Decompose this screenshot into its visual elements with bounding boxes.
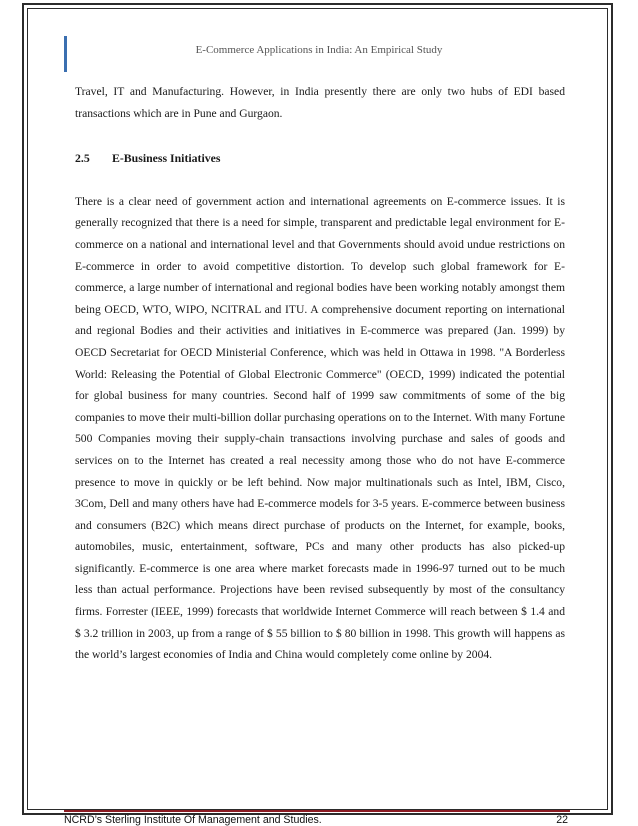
page-number: 22 <box>556 814 568 826</box>
header-accent-bar <box>64 36 67 72</box>
footer-institute: NCRD’s Sterling Institute Of Management and Studies. <box>64 814 322 826</box>
running-header-title: E-Commerce Applications in India: An Empirical Study <box>195 44 443 56</box>
section-title: E-Business Initiatives <box>112 151 221 166</box>
page-content <box>75 81 565 666</box>
section-heading <box>75 148 565 170</box>
intro-paragraph: Travel, IT and Manufacturing. However, in India presently there are only two hubs of EDI based transactions which are in Pune and Gurgaon. <box>75 85 565 120</box>
footer-rule <box>64 810 570 812</box>
section-number: 2.5 <box>75 151 90 166</box>
body-paragraph: There is a clear need of government action and international agreements on E-commerce issues. It is generally recognized that there is a need for simple, transparent and predictable legal environment for E-commerce on a national and international level and that Governments should avoid undue restrictions on E-commerce in order to avoid competitive distortion. To develop such global framework for E-commerce, a large number of international and regional bodies have been working notably amongst them being OECD, WTO, WIPO, NCITRAL and ITU. A comprehensive document reporting on international and regional Bodies and their activities and initiatives in E-commerce was prepared (Jan. 1999) by OECD Secretariat for OECD Ministerial Conference, which was held in Ottawa in 1998. "A Borderless World: Releasing the Potential of Global Electronic Commerce" (OECD, 1999) indicated the potential for global business for many countries. Second half of 1999 saw commitments of some of the big companies to move their multi-billion dollar purchasing operations on to the Internet. With many Fortune 500 Companies moving their supply-chain transactions involving purchase and sales of goods and services on to the Internet has created a real necessity among those who do not have E-commerce presence to move in quickly or be left behind. Now major multinationals such as Intel, IBM, Cisco, 3Com, Dell and many others have had E-commerce models for 3-5 years. E-commerce between business and consumers (B2C) which means direct purchase of products on the Internet, for example, books, automobiles, music, entertainment, software, PCs and many other products has also picked-up significantly. E-commerce is one area where market forecasts made in 1996-97 turned out to be much less than actual performance. Projections have been revised subsequently by most of the consultancy firms. Forrester (IEEE, 1999) forecasts that worldwide Internet Commerce will reach between $ 1.4 and $ 3.2 trillion in 2003, up from a range of $ 55 billion to $ 80 billion in 1998. This growth will happens as the world’s largest economies of India and China would completely come online by 2004. <box>75 194 565 662</box>
